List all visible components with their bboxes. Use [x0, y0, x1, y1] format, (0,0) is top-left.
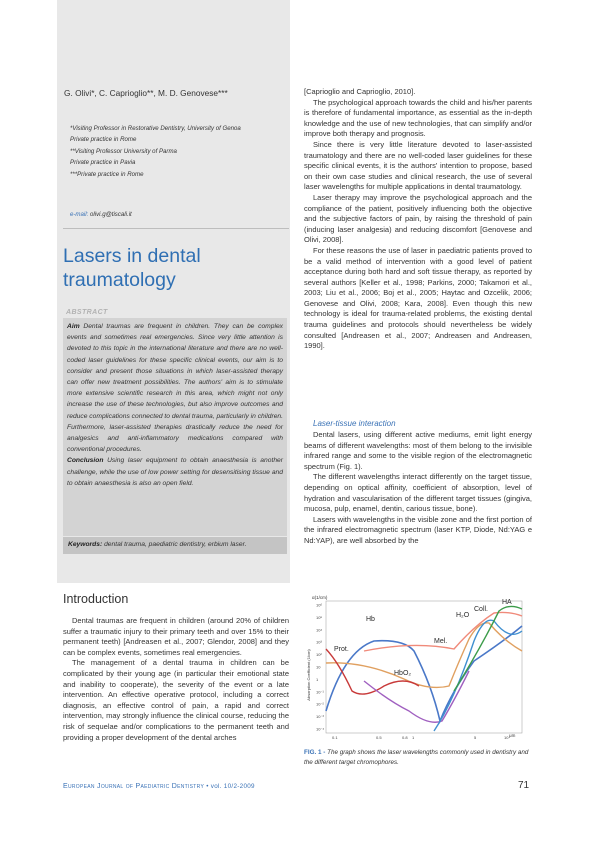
article-title: Lasers in dental traumatology: [63, 245, 201, 291]
affiliation-line: *Visiting Professor in Restorative Dentistry, University of Genoa: [70, 125, 241, 132]
melanin-curve: [326, 623, 522, 688]
paragraph: The psychological approach towards the child and his/her parents is therefore of fundamental importance, as essential as the in-depth knowledge and the use of new technologies, that can simplify and/or improve both therapy and prognosis.: [304, 97, 532, 139]
hb-label: Hb: [366, 616, 375, 623]
aim-text: Dental traumas are frequent in children. They can be complex events and sometimes real emergencies. Since very little attention is devoted to this topic in the international literature and there are no well-coded laser guidelines for these specific clinical events, our aim is to consider and present those situations in which laser-assisted therapy can offer new treatment possibilities. The authors' aim is to stimulate more extensive scientific research in this area, which might not only increase the use of these technologies, but also improve outcomes and reduce complications connected to dental trauma, particularly in children. Furthermore, laser-assisted therapies drastically reduce the need for analgesics and anti-inflammatory medications compared with conventional procedures.: [67, 323, 284, 454]
affiliation-line: **Visiting Professor University of Parma: [70, 147, 177, 155]
y-tick-label: 10²: [316, 652, 322, 658]
abstract-heading: ABSTRACT: [66, 309, 108, 316]
y-axis-top-label: α(1/cm): [312, 595, 328, 600]
affiliation-line: Private practice in Rome: [70, 136, 137, 144]
coll-label: Coll.: [474, 606, 489, 613]
hbo2-label: HbO₂: [394, 670, 412, 677]
absorption-figure: [304, 591, 530, 743]
y-axis-label: Absorption Coefficient (1/cm): [306, 649, 311, 701]
paragraph: Dental lasers, using different active mediums, emit light energy beams of different wavelengths: most of them belong to the invisible infrared range and some to the visible region of the electromagnetic spectrum (Fig. 1).: [304, 430, 532, 471]
y-tick-label: 10: [316, 664, 321, 670]
y-tick-label: 1: [316, 676, 319, 682]
keywords-text: dental trauma, paediatric dentistry, erbium laser.: [104, 541, 247, 548]
journal-footer: [63, 783, 255, 790]
y-tick-label: 10⁻²: [316, 701, 324, 707]
x-ticks: [332, 735, 509, 740]
y-tick-label: 10⁻¹: [316, 689, 324, 695]
conclusion-text: Using laser equipment to obtain anaesthesia is another challenge, while the use of low power setting for desensitising tissue and to obtain anaesthesia is also an open field.: [67, 457, 283, 487]
figure-caption-label: FIG. 1 -: [304, 749, 326, 756]
right-column-text-2: [304, 430, 532, 547]
y-tick-label: 10³: [316, 639, 322, 645]
aim-label: Aim: [67, 323, 80, 330]
x-tick-label: 1: [412, 735, 415, 740]
y-tick-label: 10⁶: [316, 602, 323, 608]
x-tick-label: 0.8: [402, 735, 408, 740]
y-tick-label: 10⁵: [316, 614, 323, 620]
x-tick-label: 5: [474, 735, 477, 740]
paragraph: Dental traumas are frequent in children (around 20% of children suffer a traumatic injury to their primary teeth and over 15% to their permanent teeth) [Andreasen et al., 2007; Glendor, 2008] and they can be complex events, sometimes real emergencies.: [63, 616, 289, 657]
paragraph: [Caprioglio and Caprioglio, 2010].: [304, 87, 416, 96]
figure-caption-text: The graph shows the laser wavelengths commonly used in dentistry and the different target chromophores.: [304, 749, 529, 766]
email-address[interactable]: olivi.g@tiscali.it: [90, 211, 132, 218]
conclusion-label: Conclusion: [67, 457, 104, 465]
affiliation-line: Private practice in Pavia: [70, 159, 136, 167]
introduction-text: [63, 616, 289, 743]
x-tick-label: 0.1: [332, 735, 338, 740]
affiliation-line: ***Private practice in Rome: [70, 170, 144, 178]
paragraph: For these reasons the use of laser in paediatric patients proved to be a valid method of intervention with a good level of patient acceptance during both hard and soft tissue therapy, as reported by several authors [Keller et al., 1998; Parkins, 2000; Takamori et al., 2003; Liu et al., 2006; Boj et al., 2005; Haytac and Ozcelik, 2006; Genovese and Olivi, 2008; Kara, 2008]. Even though this new technology is ideal for trauma-related problems, the existing dental trauma guidelines and protocols should nevertheless be widely consulted [Andreasen et al., 2007; Andreasen and Andreasen, 1990].: [304, 245, 532, 351]
affiliations: [70, 123, 292, 180]
keywords-label: Keywords:: [68, 541, 103, 548]
mel-label: Mel.: [434, 638, 448, 645]
divider: [63, 228, 289, 229]
y-ticks: [316, 603, 325, 732]
email-line: [70, 211, 132, 218]
journal-volume: • vol. 10/2-2009: [206, 783, 255, 790]
paragraph: Laser therapy may improve the psychological approach and the compliance of the patient, positively influencing both the objective and the subjective factors of pain, by raising the threshold of pain (inducing laser analgesia) and reducing discomfort [Genovese and Olivi, 2008].: [304, 192, 532, 245]
paragraph: Since there is very little literature devoted to laser-assisted traumatology and there are no well-coded laser guidelines for these specific clinical events, it is the authors' intention to propose, based on their own case studies and clinical research, the use of several laser wavelengths for multiple applications in dental traumatology.: [304, 139, 532, 192]
y-tick-label: 10⁻⁴: [316, 726, 325, 732]
y-tick-label: 10⁻³: [316, 714, 324, 720]
introduction-heading: Introduction: [63, 592, 129, 606]
paragraph: Lasers with wavelengths in the visible zone and the first portion of the infrared electromagnetic spectrum (laser KTP, Diode, Nd:YAG e Nd:YAP), are well absorbed by the: [304, 514, 532, 545]
figure-caption: [304, 748, 530, 767]
journal-name: European Journal of Paediatric Dentistry: [63, 783, 205, 790]
collagen-curve: [364, 612, 522, 651]
x-axis-unit: μm: [509, 733, 516, 738]
y-tick-label: 10⁴: [316, 627, 323, 633]
hb-curve: [326, 626, 522, 721]
paragraph: The different wavelengths interact differently on the target tissue, depending on optical affinity, coefficient of absorption, level of hydration and vascularisation of the different target tissues (gingiva, mucosa, pulp, enamel, dentin, carious tissue, bone).: [304, 472, 532, 514]
paragraph: The management of a dental trauma in children can be complicated by their young age (in particular their emotional state and inability to cooperate), the severity of the event or a late intervention. An effective operative protocol, including a correct diagnosis, an effective control of pain, a rapid and correct intervention, may strongly influence the clinical course, reducing the risk of sequelae and/or complications to the permanent teeth and providing a proper development of the dental arches: [63, 658, 289, 742]
abstract-text: [67, 321, 283, 489]
absorption-chart: [304, 591, 530, 743]
email-label: e-mail:: [70, 211, 89, 218]
ha-label: HA: [502, 599, 512, 606]
keywords: [68, 541, 283, 548]
h2o-label: H₂O: [456, 612, 470, 619]
right-column-text: [304, 87, 532, 352]
page-number: 71: [518, 780, 530, 791]
section-subheading: Laser-tissue interaction: [313, 419, 396, 428]
x-tick-label: 10: [504, 735, 509, 740]
x-tick-label: 0.5: [376, 735, 382, 740]
prot-label: Prot.: [334, 646, 349, 653]
authors: G. Olivi*, C. Caprioglio**, M. D. Genovese***: [64, 88, 228, 98]
